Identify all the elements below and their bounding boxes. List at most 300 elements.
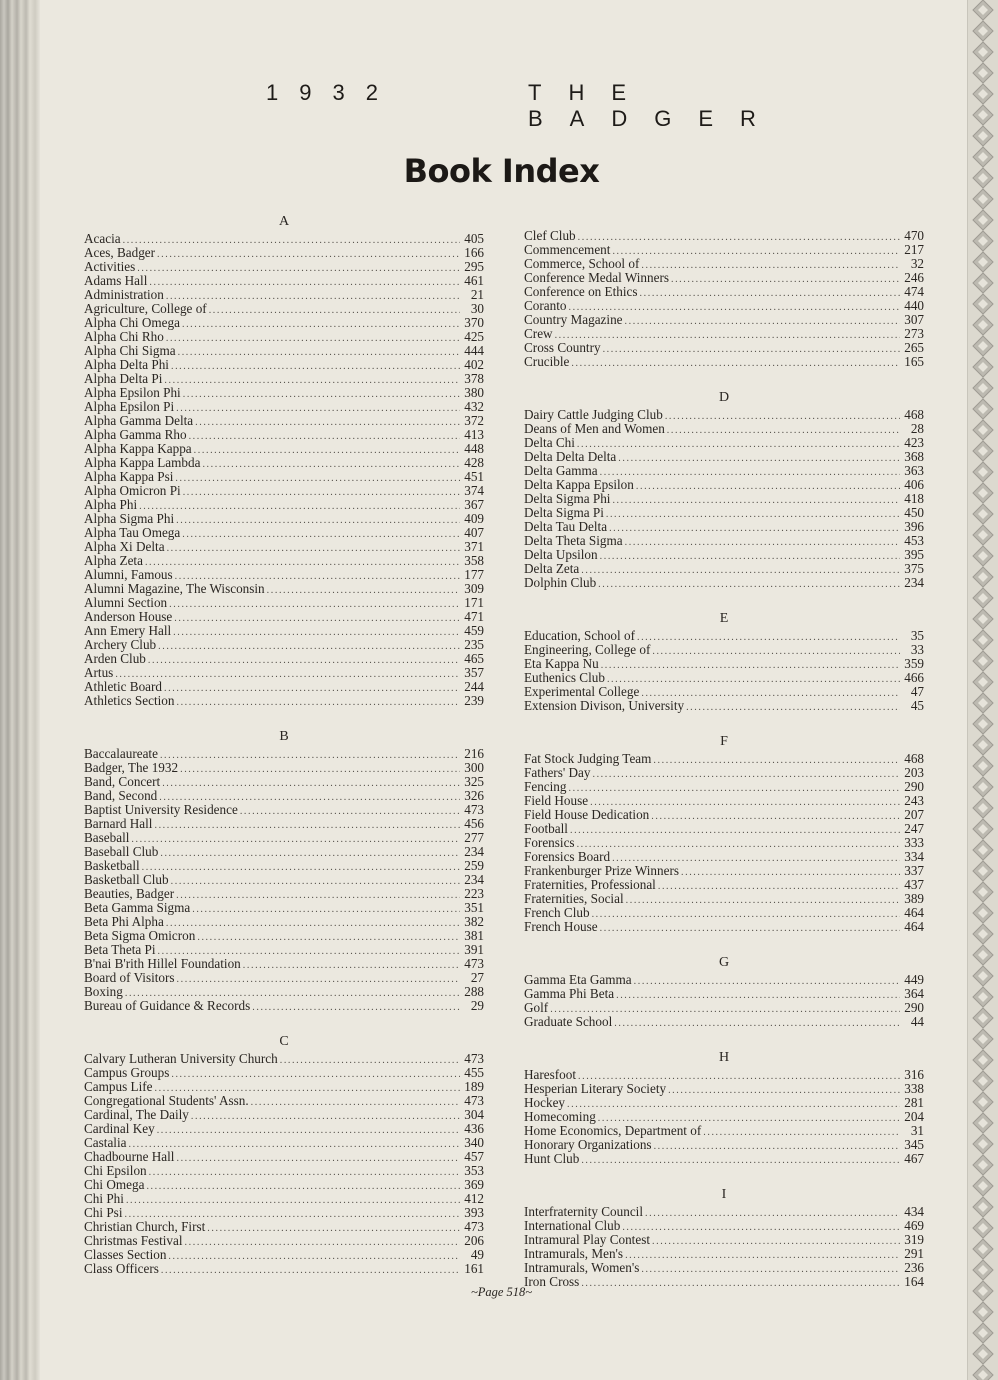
index-entry bbox=[524, 534, 924, 548]
entry-name: Athletic Board bbox=[84, 679, 163, 694]
dot-leader bbox=[641, 259, 900, 273]
index-entry bbox=[84, 456, 484, 470]
entry-page-number: 473 bbox=[464, 1051, 484, 1066]
entry-page-number: 473 bbox=[464, 802, 484, 817]
index-entry bbox=[84, 859, 484, 873]
index-entry bbox=[524, 629, 924, 643]
index-entry bbox=[84, 652, 484, 666]
entry-name: Field House Dedication bbox=[524, 807, 650, 822]
index-entry bbox=[84, 554, 484, 568]
entry-page-number: 290 bbox=[904, 1000, 924, 1015]
index-entry bbox=[84, 1206, 484, 1220]
entry-page-number: 395 bbox=[904, 547, 924, 562]
entry-name: Alpha Gamma Rho bbox=[84, 427, 187, 442]
entry-page-number: 206 bbox=[464, 1233, 484, 1248]
dot-leader bbox=[251, 1096, 460, 1110]
index-entry bbox=[524, 562, 924, 576]
entry-list bbox=[524, 408, 924, 590]
index-entry bbox=[84, 680, 484, 694]
entry-page-number: 402 bbox=[464, 357, 484, 372]
entry-name: Delta Kappa Epsilon bbox=[524, 477, 634, 492]
index-entry bbox=[524, 408, 924, 422]
dot-leader bbox=[169, 598, 460, 612]
entry-page-number: 309 bbox=[464, 581, 484, 596]
entry-page-number: 204 bbox=[904, 1109, 924, 1124]
dot-leader bbox=[202, 458, 460, 472]
index-entry bbox=[524, 906, 924, 920]
entry-page-number: 259 bbox=[464, 858, 484, 873]
entry-page-number: 358 bbox=[464, 553, 484, 568]
entry-page-number: 171 bbox=[464, 595, 484, 610]
entry-page-number: 243 bbox=[904, 793, 924, 808]
entry-name: Alpha Xi Delta bbox=[84, 539, 165, 554]
dot-leader bbox=[164, 374, 460, 388]
index-entry bbox=[524, 355, 924, 369]
entry-name: Alpha Delta Phi bbox=[84, 357, 169, 372]
entry-page-number: 304 bbox=[464, 1107, 484, 1122]
index-entry bbox=[524, 1152, 924, 1166]
entry-name: Crew bbox=[524, 326, 553, 341]
index-entry bbox=[84, 624, 484, 638]
dot-leader bbox=[176, 1152, 460, 1166]
index-entry bbox=[84, 747, 484, 761]
index-entry bbox=[84, 638, 484, 652]
index-entry bbox=[524, 257, 924, 271]
entry-page-number: 353 bbox=[464, 1163, 484, 1178]
entry-name: Castalia bbox=[84, 1135, 127, 1150]
entry-page-number: 444 bbox=[464, 343, 484, 358]
entry-name: Alpha Kappa Psi bbox=[84, 469, 174, 484]
dot-leader bbox=[634, 975, 900, 989]
entry-name: Baptist University Residence bbox=[84, 802, 238, 817]
index-entry bbox=[84, 302, 484, 316]
entry-page-number: 467 bbox=[904, 1151, 924, 1166]
index-entry bbox=[84, 470, 484, 484]
dot-leader bbox=[606, 508, 900, 522]
index-entry bbox=[84, 1052, 484, 1066]
index-entry bbox=[524, 327, 924, 341]
index-entry bbox=[84, 358, 484, 372]
index-column-left bbox=[84, 212, 484, 1276]
index-entry bbox=[524, 1124, 924, 1138]
index-section bbox=[524, 953, 924, 1029]
entry-name: Football bbox=[524, 821, 568, 836]
dot-leader bbox=[592, 908, 900, 922]
index-entry bbox=[84, 957, 484, 971]
entry-page-number: 326 bbox=[464, 788, 484, 803]
entry-name: Cross Country bbox=[524, 340, 601, 355]
entry-name: Hesperian Literary Society bbox=[524, 1081, 667, 1096]
entry-name: Chi Psi bbox=[84, 1205, 123, 1220]
index-entry bbox=[84, 1136, 484, 1150]
index-entry bbox=[84, 400, 484, 414]
entry-page-number: 189 bbox=[464, 1079, 484, 1094]
entry-page-number: 405 bbox=[464, 231, 484, 246]
index-entry bbox=[524, 243, 924, 257]
index-entry bbox=[84, 901, 484, 915]
dot-leader bbox=[600, 922, 900, 936]
entry-page-number: 244 bbox=[464, 679, 484, 694]
dot-leader bbox=[176, 889, 460, 903]
entry-page-number: 450 bbox=[904, 505, 924, 520]
entry-page-number: 338 bbox=[904, 1081, 924, 1096]
header-book-title: THE BADGER bbox=[528, 80, 783, 131]
index-section bbox=[524, 732, 924, 934]
entry-name: Extension Divison, University bbox=[524, 698, 685, 713]
section-letter: D bbox=[718, 390, 730, 405]
entry-name: Activities bbox=[84, 259, 136, 274]
index-entry bbox=[84, 789, 484, 803]
entry-name: Beta Phi Alpha bbox=[84, 914, 164, 929]
entry-page-number: 423 bbox=[904, 435, 924, 450]
entry-page-number: 290 bbox=[904, 779, 924, 794]
dot-leader bbox=[176, 514, 460, 528]
dot-leader bbox=[178, 346, 460, 360]
index-entry bbox=[84, 372, 484, 386]
entry-page-number: 291 bbox=[904, 1246, 924, 1261]
entry-name: Christmas Festival bbox=[84, 1233, 183, 1248]
entry-page-number: 466 bbox=[904, 670, 924, 685]
entry-name: Chadbourne Hall bbox=[84, 1149, 175, 1164]
index-entry bbox=[84, 999, 484, 1013]
entry-page-number: 161 bbox=[464, 1261, 484, 1276]
entry-name: Gamma Phi Beta bbox=[524, 986, 615, 1001]
entry-page-number: 364 bbox=[904, 986, 924, 1001]
entry-name: Field House bbox=[524, 793, 589, 808]
dot-leader bbox=[182, 528, 460, 542]
dot-leader bbox=[192, 903, 460, 917]
index-entry bbox=[84, 666, 484, 680]
index-entry bbox=[84, 330, 484, 344]
entry-page-number: 425 bbox=[464, 329, 484, 344]
entry-name: Basketball bbox=[84, 858, 140, 873]
dot-leader bbox=[578, 231, 900, 245]
entry-page-number: 473 bbox=[464, 956, 484, 971]
index-entry bbox=[524, 1261, 924, 1275]
index-entry bbox=[524, 1233, 924, 1247]
entry-name: Alumni Magazine, The Wisconsin bbox=[84, 581, 265, 596]
index-entry bbox=[84, 887, 484, 901]
dot-leader bbox=[183, 388, 460, 402]
entry-page-number: 440 bbox=[904, 298, 924, 313]
entry-name: Delta Theta Sigma bbox=[524, 533, 623, 548]
index-entry bbox=[524, 1205, 924, 1219]
entry-name: Baccalaureate bbox=[84, 746, 158, 761]
dot-leader bbox=[174, 612, 460, 626]
index-entry bbox=[524, 1015, 924, 1029]
dot-leader bbox=[240, 805, 460, 819]
index-column-right bbox=[524, 212, 924, 1289]
index-entry bbox=[84, 1080, 484, 1094]
entry-name: Delta Gamma bbox=[524, 463, 598, 478]
index-entry bbox=[84, 694, 484, 708]
entry-page-number: 319 bbox=[904, 1232, 924, 1247]
entry-name: Commerce, School of bbox=[524, 256, 640, 271]
entry-name: Dairy Cattle Judging Club bbox=[524, 407, 663, 422]
entry-name: Chi Epsilon bbox=[84, 1163, 147, 1178]
entry-page-number: 449 bbox=[904, 972, 924, 987]
index-entry bbox=[524, 808, 924, 822]
dot-leader bbox=[555, 329, 900, 343]
entry-name: B'nai B'rith Hillel Foundation bbox=[84, 956, 241, 971]
index-entry bbox=[84, 929, 484, 943]
entry-page-number: 28 bbox=[910, 421, 924, 436]
entry-page-number: 380 bbox=[464, 385, 484, 400]
entry-name: Homecoming bbox=[524, 1109, 596, 1124]
dot-leader bbox=[183, 486, 460, 500]
index-section bbox=[84, 212, 484, 708]
dot-leader bbox=[182, 318, 460, 332]
index-entry bbox=[524, 864, 924, 878]
dot-leader bbox=[164, 682, 460, 696]
index-entry bbox=[524, 271, 924, 285]
index-section bbox=[524, 609, 924, 713]
entry-name: Delta Sigma Pi bbox=[524, 505, 604, 520]
index-entry bbox=[524, 920, 924, 934]
entry-name: Conference Medal Winners bbox=[524, 270, 669, 285]
dot-leader bbox=[171, 1068, 460, 1082]
section-letter: C bbox=[279, 1034, 289, 1049]
entry-page-number: 239 bbox=[464, 693, 484, 708]
entry-list bbox=[84, 747, 484, 1013]
entry-page-number: 374 bbox=[464, 483, 484, 498]
index-section bbox=[524, 1048, 924, 1166]
dot-leader bbox=[581, 1154, 900, 1168]
index-entry bbox=[84, 540, 484, 554]
dot-leader bbox=[625, 536, 900, 550]
dot-leader bbox=[207, 1222, 460, 1236]
entry-name: French House bbox=[524, 919, 598, 934]
dot-leader bbox=[569, 782, 901, 796]
entry-name: Commencement bbox=[524, 242, 611, 257]
entry-name: Alpha Tau Omega bbox=[84, 525, 181, 540]
entry-page-number: 371 bbox=[464, 539, 484, 554]
dot-leader bbox=[115, 668, 460, 682]
entry-page-number: 295 bbox=[464, 259, 484, 274]
index-entry bbox=[524, 450, 924, 464]
dot-leader bbox=[637, 631, 900, 645]
dot-leader bbox=[157, 1124, 460, 1138]
entry-page-number: 340 bbox=[464, 1135, 484, 1150]
dot-leader bbox=[167, 542, 460, 556]
entry-name: Crucible bbox=[524, 354, 570, 369]
entry-name: Alpha Epsilon Phi bbox=[84, 385, 181, 400]
dot-leader bbox=[614, 1017, 900, 1031]
index-entry bbox=[524, 685, 924, 699]
index-entry bbox=[84, 596, 484, 610]
dot-leader bbox=[612, 245, 900, 259]
entry-page-number: 246 bbox=[904, 270, 924, 285]
index-entry bbox=[524, 299, 924, 313]
index-entry bbox=[84, 831, 484, 845]
section-letter: G bbox=[718, 955, 730, 970]
index-entry bbox=[84, 498, 484, 512]
index-entry bbox=[524, 973, 924, 987]
dot-leader bbox=[171, 360, 460, 374]
index-entry bbox=[524, 422, 924, 436]
entry-page-number: 333 bbox=[904, 835, 924, 850]
entry-name: Alpha Delta Pi bbox=[84, 371, 163, 386]
entry-name: Athletics Section bbox=[84, 693, 175, 708]
entry-name: Congregational Students' Assn. bbox=[84, 1093, 249, 1108]
dot-leader bbox=[195, 416, 460, 430]
entry-name: Christian Church, First bbox=[84, 1219, 206, 1234]
entry-name: Hunt Club bbox=[524, 1151, 580, 1166]
index-entry bbox=[524, 892, 924, 906]
dot-leader bbox=[616, 989, 900, 1003]
section-letter: E bbox=[719, 611, 729, 626]
entry-page-number: 407 bbox=[464, 525, 484, 540]
dot-leader bbox=[612, 494, 900, 508]
entry-page-number: 33 bbox=[910, 642, 924, 657]
dot-leader bbox=[139, 500, 460, 514]
entry-page-number: 378 bbox=[464, 371, 484, 386]
entry-name: Agriculture, College of bbox=[84, 301, 207, 316]
entry-page-number: 456 bbox=[464, 816, 484, 831]
entry-name: Classes Section bbox=[84, 1247, 167, 1262]
index-entry bbox=[84, 775, 484, 789]
entry-name: Delta Sigma Phi bbox=[524, 491, 611, 506]
entry-page-number: 45 bbox=[910, 698, 924, 713]
entry-name: Campus Life bbox=[84, 1079, 153, 1094]
dot-leader bbox=[177, 973, 460, 987]
entry-page-number: 235 bbox=[464, 637, 484, 652]
entry-name: Euthenics Club bbox=[524, 670, 605, 685]
index-entry bbox=[84, 568, 484, 582]
entry-page-number: 44 bbox=[910, 1014, 924, 1029]
entry-page-number: 461 bbox=[464, 273, 484, 288]
entry-name: Badger, The 1932 bbox=[84, 760, 179, 775]
entry-page-number: 345 bbox=[904, 1137, 924, 1152]
entry-list bbox=[524, 973, 924, 1029]
dot-leader bbox=[658, 880, 900, 894]
index-entry bbox=[524, 643, 924, 657]
dot-leader bbox=[652, 645, 900, 659]
dot-leader bbox=[570, 824, 900, 838]
entry-name: Graduate School bbox=[524, 1014, 613, 1029]
entry-list bbox=[524, 752, 924, 934]
entry-name: Fat Stock Judging Team bbox=[524, 751, 652, 766]
entry-name: Ann Emery Hall bbox=[84, 623, 172, 638]
entry-list bbox=[524, 1205, 924, 1289]
entry-page-number: 471 bbox=[464, 609, 484, 624]
entry-page-number: 468 bbox=[904, 407, 924, 422]
dot-leader bbox=[173, 626, 460, 640]
index-section bbox=[524, 1185, 924, 1289]
index-entry bbox=[524, 1110, 924, 1124]
entry-page-number: 428 bbox=[464, 455, 484, 470]
dot-leader bbox=[126, 1194, 460, 1208]
index-section bbox=[84, 727, 484, 1013]
entry-name: Honorary Organizations bbox=[524, 1137, 652, 1152]
entry-name: Chi Omega bbox=[84, 1177, 145, 1192]
index-section bbox=[524, 388, 924, 590]
dot-leader bbox=[600, 466, 900, 480]
index-entry bbox=[524, 1247, 924, 1261]
dot-leader bbox=[703, 1126, 900, 1140]
entry-page-number: 367 bbox=[464, 497, 484, 512]
entry-name: Aces, Badger bbox=[84, 245, 156, 260]
entry-page-number: 363 bbox=[904, 463, 924, 478]
index-entry bbox=[84, 1178, 484, 1192]
dot-leader bbox=[168, 1250, 460, 1264]
index-entry bbox=[524, 1096, 924, 1110]
index-entry bbox=[84, 873, 484, 887]
index-entry bbox=[524, 850, 924, 864]
dot-leader bbox=[158, 640, 460, 654]
dot-leader bbox=[581, 564, 900, 578]
entry-page-number: 474 bbox=[904, 284, 924, 299]
entry-name: Frankenburger Prize Winners bbox=[524, 863, 679, 878]
entry-name: Alpha Omicron Pi bbox=[84, 483, 181, 498]
entry-page-number: 453 bbox=[904, 533, 924, 548]
entry-page-number: 234 bbox=[464, 844, 484, 859]
entry-name: Beta Gamma Sigma bbox=[84, 900, 191, 915]
entry-page-number: 49 bbox=[470, 1247, 484, 1262]
entry-name: Artus bbox=[84, 665, 114, 680]
entry-name: Adams Hall bbox=[84, 273, 148, 288]
entry-name: Delta Tau Delta bbox=[524, 519, 608, 534]
dot-leader bbox=[626, 894, 900, 908]
entry-page-number: 277 bbox=[464, 830, 484, 845]
entry-name: Delta Upsilon bbox=[524, 547, 598, 562]
index-entry bbox=[524, 341, 924, 355]
entry-page-number: 316 bbox=[904, 1067, 924, 1082]
index-entry bbox=[524, 766, 924, 780]
entry-name: Fencing bbox=[524, 779, 567, 794]
entry-page-number: 47 bbox=[910, 684, 924, 699]
index-entry bbox=[524, 1001, 924, 1015]
entry-page-number: 406 bbox=[904, 477, 924, 492]
entry-name: Gamma Eta Gamma bbox=[524, 972, 632, 987]
index-entry bbox=[84, 943, 484, 957]
index-entry bbox=[84, 817, 484, 831]
entry-name: Fathers' Day bbox=[524, 765, 591, 780]
index-entry bbox=[524, 699, 924, 713]
index-entry bbox=[84, 610, 484, 624]
entry-page-number: 409 bbox=[464, 511, 484, 526]
entry-page-number: 27 bbox=[470, 970, 484, 985]
dot-leader bbox=[668, 1084, 900, 1098]
index-entry bbox=[84, 274, 484, 288]
entry-name: Delta Zeta bbox=[524, 561, 580, 576]
index-entry bbox=[84, 246, 484, 260]
section-letter: F bbox=[720, 734, 728, 749]
entry-name: Intramurals, Men's bbox=[524, 1246, 624, 1261]
entry-list bbox=[524, 229, 924, 369]
entry-page-number: 207 bbox=[904, 807, 924, 822]
entry-page-number: 473 bbox=[464, 1093, 484, 1108]
entry-name: Alpha Sigma Phi bbox=[84, 511, 175, 526]
entry-name: Acacia bbox=[84, 231, 121, 246]
entry-page-number: 468 bbox=[904, 751, 924, 766]
entry-page-number: 418 bbox=[904, 491, 924, 506]
index-entry bbox=[84, 526, 484, 540]
index-entry bbox=[524, 1219, 924, 1233]
entry-name: Clef Club bbox=[524, 228, 576, 243]
entry-page-number: 35 bbox=[910, 628, 924, 643]
entry-name: Basketball Club bbox=[84, 872, 169, 887]
dot-leader bbox=[267, 584, 460, 598]
dot-leader bbox=[665, 410, 900, 424]
index-entry bbox=[84, 803, 484, 817]
section-letter: B bbox=[279, 729, 289, 744]
entry-page-number: 234 bbox=[464, 872, 484, 887]
index-entry bbox=[84, 288, 484, 302]
entry-name: Intramural Play Contest bbox=[524, 1232, 650, 1247]
entry-page-number: 391 bbox=[464, 942, 484, 957]
index-entry bbox=[524, 520, 924, 534]
